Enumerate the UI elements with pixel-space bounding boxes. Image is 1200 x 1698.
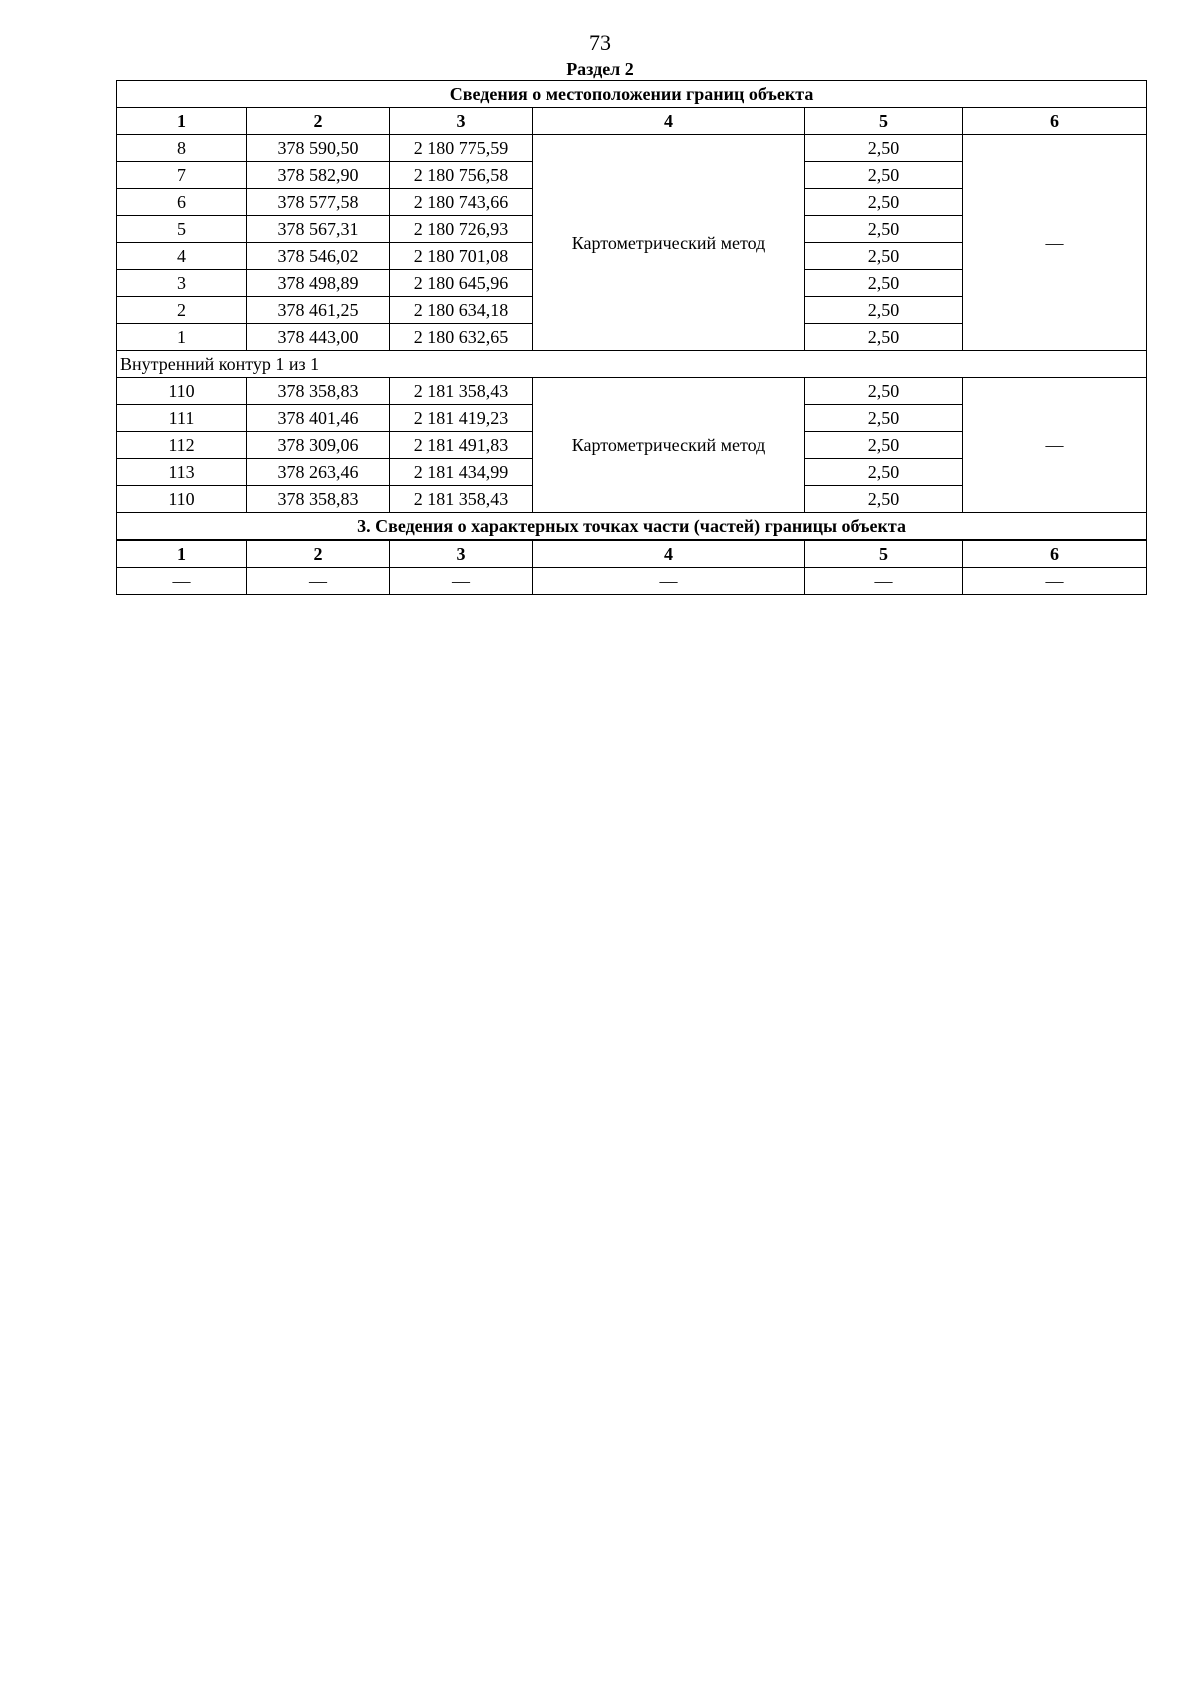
accuracy: 2,50 [805, 297, 963, 324]
empty-value: — [963, 568, 1147, 595]
table-row [117, 135, 1147, 162]
accuracy: 2,50 [805, 135, 963, 162]
determination-method: Картометрический метод [533, 378, 805, 513]
coordinate-y: 2 181 434,99 [390, 459, 533, 486]
coordinate-y: 2 180 632,65 [390, 324, 533, 351]
point-number: 6 [117, 189, 247, 216]
column-number: 1 [117, 108, 247, 135]
empty-value: — [805, 568, 963, 595]
boundary-table [116, 80, 1147, 595]
point-number: 112 [117, 432, 247, 459]
coordinate-y: 2 181 419,23 [390, 405, 533, 432]
inner-contour-row [117, 351, 1147, 378]
coordinate-x: 378 443,00 [247, 324, 390, 351]
empty-value: — [533, 568, 805, 595]
column-number: 6 [963, 108, 1147, 135]
column-number: 5 [805, 108, 963, 135]
column-number: 4 [533, 540, 805, 568]
coordinate-x: 378 309,06 [247, 432, 390, 459]
coordinate-y: 2 180 726,93 [390, 216, 533, 243]
section-3-title-row [117, 513, 1147, 541]
point-number: 111 [117, 405, 247, 432]
table-title-row [117, 81, 1147, 108]
coordinate-x: 378 577,58 [247, 189, 390, 216]
point-number: 3 [117, 270, 247, 297]
accuracy: 2,50 [805, 216, 963, 243]
col6-value: — [963, 135, 1147, 351]
coordinate-x: 378 263,46 [247, 459, 390, 486]
accuracy: 2,50 [805, 162, 963, 189]
col6-value: — [963, 378, 1147, 513]
coordinate-x: 378 461,25 [247, 297, 390, 324]
coordinate-x: 378 498,89 [247, 270, 390, 297]
coordinate-x: 378 590,50 [247, 135, 390, 162]
point-number: 5 [117, 216, 247, 243]
boundary-location-title: Сведения о местоположении границ объекта [117, 81, 1147, 108]
coordinate-x: 378 358,83 [247, 486, 390, 513]
coordinate-x: 378 401,46 [247, 405, 390, 432]
column-number: 3 [390, 108, 533, 135]
table-row [117, 568, 1147, 595]
column-number: 4 [533, 108, 805, 135]
accuracy: 2,50 [805, 486, 963, 513]
point-number: 113 [117, 459, 247, 486]
column-number-row [117, 540, 1147, 568]
table-row [117, 378, 1147, 405]
empty-value: — [117, 568, 247, 595]
empty-value: — [247, 568, 390, 595]
column-number: 1 [117, 540, 247, 568]
accuracy: 2,50 [805, 378, 963, 405]
coordinate-x: 378 567,31 [247, 216, 390, 243]
point-number: 8 [117, 135, 247, 162]
column-number: 2 [247, 108, 390, 135]
accuracy: 2,50 [805, 405, 963, 432]
coordinate-x: 378 582,90 [247, 162, 390, 189]
coordinate-x: 378 358,83 [247, 378, 390, 405]
accuracy: 2,50 [805, 324, 963, 351]
coordinate-y: 2 180 756,58 [390, 162, 533, 189]
coordinate-y: 2 180 743,66 [390, 189, 533, 216]
column-number: 3 [390, 540, 533, 568]
column-number: 2 [247, 540, 390, 568]
point-number: 7 [117, 162, 247, 189]
point-number: 4 [117, 243, 247, 270]
page-number: 73 [589, 30, 611, 55]
coordinate-y: 2 180 775,59 [390, 135, 533, 162]
point-number: 110 [117, 486, 247, 513]
coordinate-y: 2 181 358,43 [390, 486, 533, 513]
coordinate-y: 2 181 358,43 [390, 378, 533, 405]
parts-section-title: 3. Сведения о характерных точках части (частей) границы объекта [117, 513, 1147, 541]
inner-contour-label: Внутренний контур 1 из 1 [117, 351, 1147, 378]
accuracy: 2,50 [805, 270, 963, 297]
accuracy: 2,50 [805, 243, 963, 270]
point-number: 2 [117, 297, 247, 324]
column-number-row [117, 108, 1147, 135]
point-number: 110 [117, 378, 247, 405]
coordinate-y: 2 180 645,96 [390, 270, 533, 297]
accuracy: 2,50 [805, 432, 963, 459]
column-number: 5 [805, 540, 963, 568]
point-number: 1 [117, 324, 247, 351]
empty-value: — [390, 568, 533, 595]
coordinate-y: 2 181 491,83 [390, 432, 533, 459]
determination-method: Картометрический метод [533, 135, 805, 351]
accuracy: 2,50 [805, 189, 963, 216]
coordinate-y: 2 180 634,18 [390, 297, 533, 324]
coordinate-y: 2 180 701,08 [390, 243, 533, 270]
column-number: 6 [963, 540, 1147, 568]
coordinate-x: 378 546,02 [247, 243, 390, 270]
section-title: Раздел 2 [566, 59, 634, 79]
accuracy: 2,50 [805, 459, 963, 486]
